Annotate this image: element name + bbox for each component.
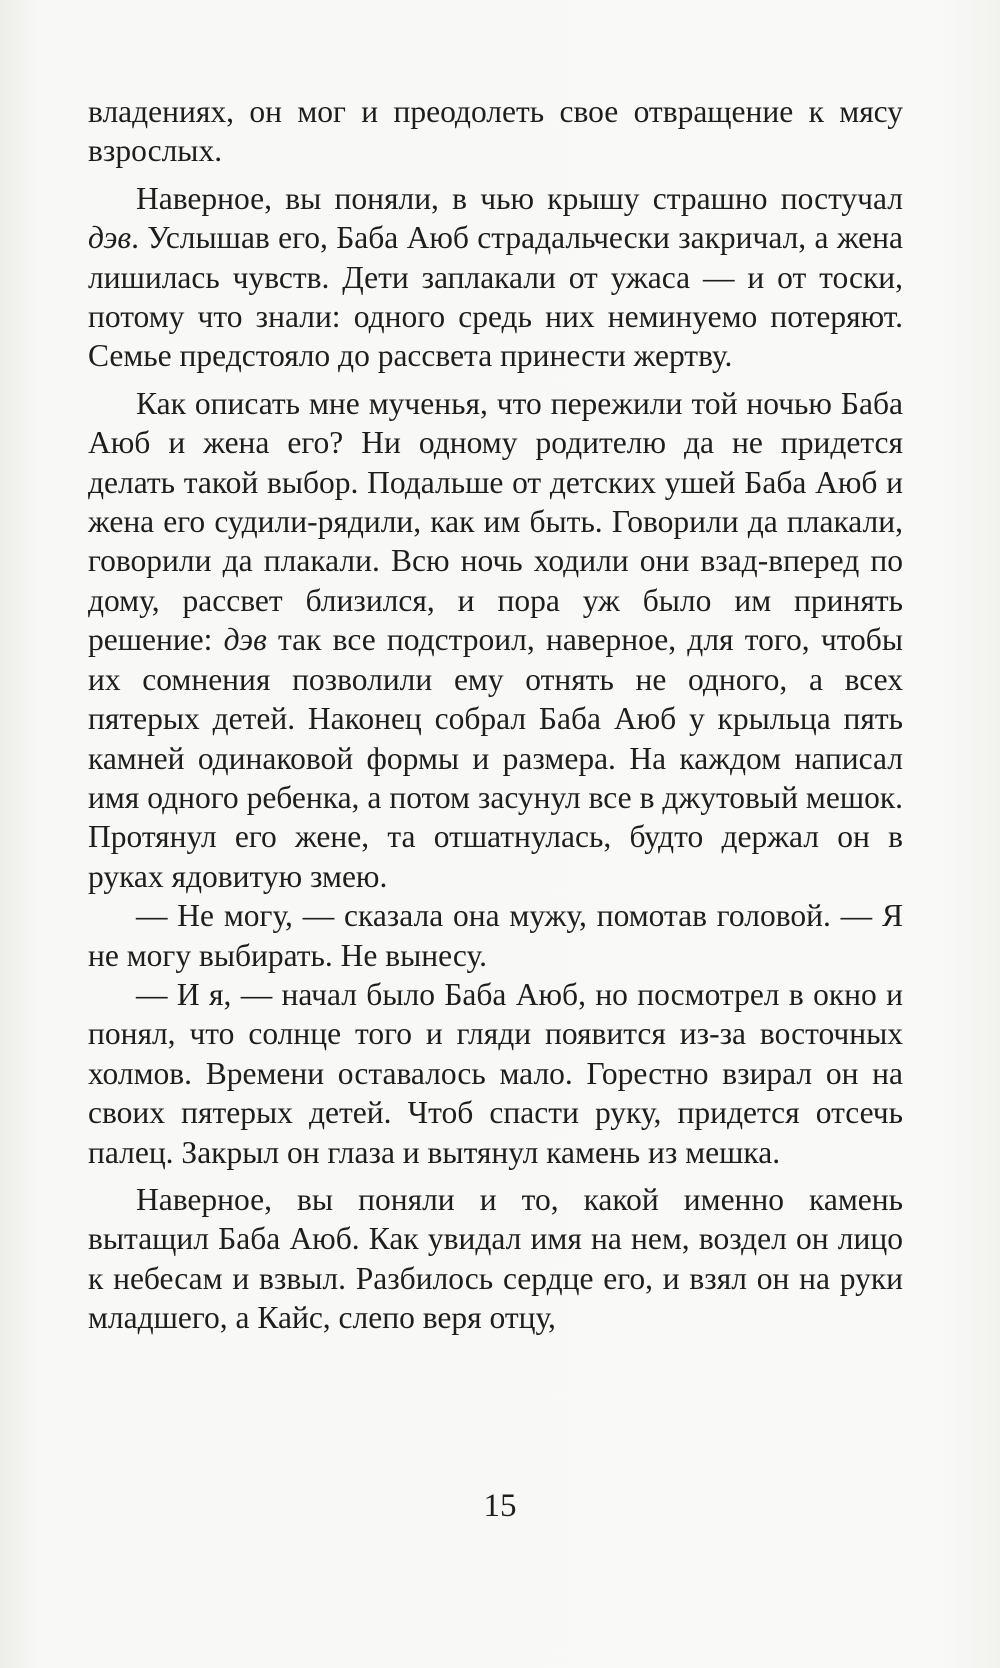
paragraph [88, 179, 903, 376]
italic-term: дэв [223, 622, 267, 658]
text-segment: — И я, — начал было Баба Аюб, но посмотрел в окно и понял, что солнце того и гляди появится из-за восточных холмов. Времени оставалось мало. Горестно взирал он на своих пятерых детей. Чтоб спасти руку, придется отсечь палец. Закрыл он глаза и вытянул камень из мешка. [88, 976, 903, 1170]
text-segment: — Не могу, — сказала она мужу, помотав головой. — Я не могу выбирать. Не вынесу. [88, 898, 903, 973]
dialogue-paragraph [88, 975, 903, 1172]
text-segment: Наверное, вы поняли и то, какой именно камень вытащил Баба Аюб. Как увидал имя на нем, воздел он лицо к небесам и взвыл. Разбилось сердце его, и взял он на руки младшего, а Кайс, слепо веря отцу, [88, 1181, 903, 1336]
text-segment: . Услышав его, Баба Аюб страдальчески закричал, а жена лишилась чувств. Дети заплакали от ужаса — и от тоски, потому что знали: одного средь них неминуемо потеряют. Семье предстояло до рассвета принести жертву. [88, 220, 903, 374]
italic-term: дэв [88, 220, 132, 256]
text-segment: так все подстроил, наверное, для того, чтобы их сомнения позволили ему отнять не одного, а всех пятерых детей. Наконец собрал Баба Аюб у крыльца пять камней одинаковой формы и размера. На каждом написал имя одного ребенка, а потом засунул все в джутовый мешок. Протянул его жене, та отшатнулась, будто держал он в руках ядовитую змею. [88, 622, 903, 894]
body-text [88, 92, 903, 1338]
paragraph [88, 384, 903, 896]
paragraph [88, 1180, 903, 1338]
dialogue-paragraph [88, 896, 903, 975]
page-number: 15 [483, 1488, 517, 1524]
text-segment: Наверное, вы поняли, в чью крышу страшно постучал [136, 180, 903, 216]
text-segment: владениях, он мог и преодолеть свое отвращение к мясу взрослых. [88, 94, 903, 169]
paragraph-continuation [88, 92, 903, 171]
text-segment: Как описать мне мученья, что пережили той ночью Баба Аюб и жена его? Ни одному родителю да не придется делать такой выбор. Подальше от детских ушей Баба Аюб и жена его судили-рядили, как им быть. Говорили да плакали, говорили да плакали. Всю ночь ходили они взад-вперед по дому, рассвет близился, и пора уж было им принять решение: [88, 385, 903, 658]
